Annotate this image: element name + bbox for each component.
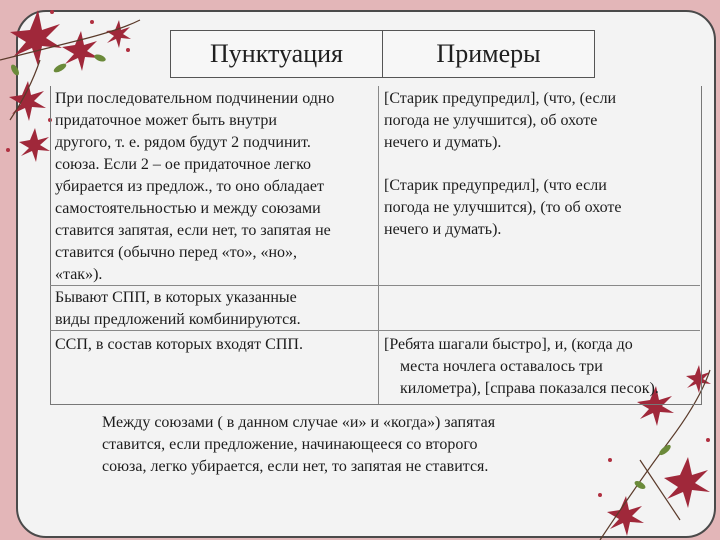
rule-text: ССП, в состав которых входят СПП.: [55, 336, 303, 353]
column-divider: [378, 86, 379, 404]
rule-text: При последовательном подчинении одно придаточное может быть внутри другого, т. е. рядом будут 2 подчинит. союза. Если 2 – ое придаточное легко убирается из предлож., то оно обладает самостоятельностью и между союзами ставится запятая, если нет, то запятая не ставится (обычно перед «то», «но», «так»).: [55, 90, 335, 283]
rule-text: Бывают СПП, в которых указанные виды предложений комбинируются.: [55, 289, 301, 328]
header-punctuation: Пунктуация: [170, 30, 383, 78]
example-text: [Старик предупредил], (что если погода не улучшится), (то об охоте нечего и думать).: [384, 177, 622, 238]
note-text: Между союзами ( в данном случае «и» и «когда») запятая ставится, если предложение, начинающееся со второго союза, легко убирается, если нет, то запятая не ставится.: [102, 414, 496, 475]
header-examples: Примеры: [382, 30, 595, 78]
example-text: [Старик предупредил], (что, (если погода не улучшится), об охоте нечего и думать).: [384, 90, 617, 151]
example-text: [Ребята шагали быстро], и, (когда до места ночлега оставалось три километра), [справа показался песок).: [384, 336, 659, 397]
